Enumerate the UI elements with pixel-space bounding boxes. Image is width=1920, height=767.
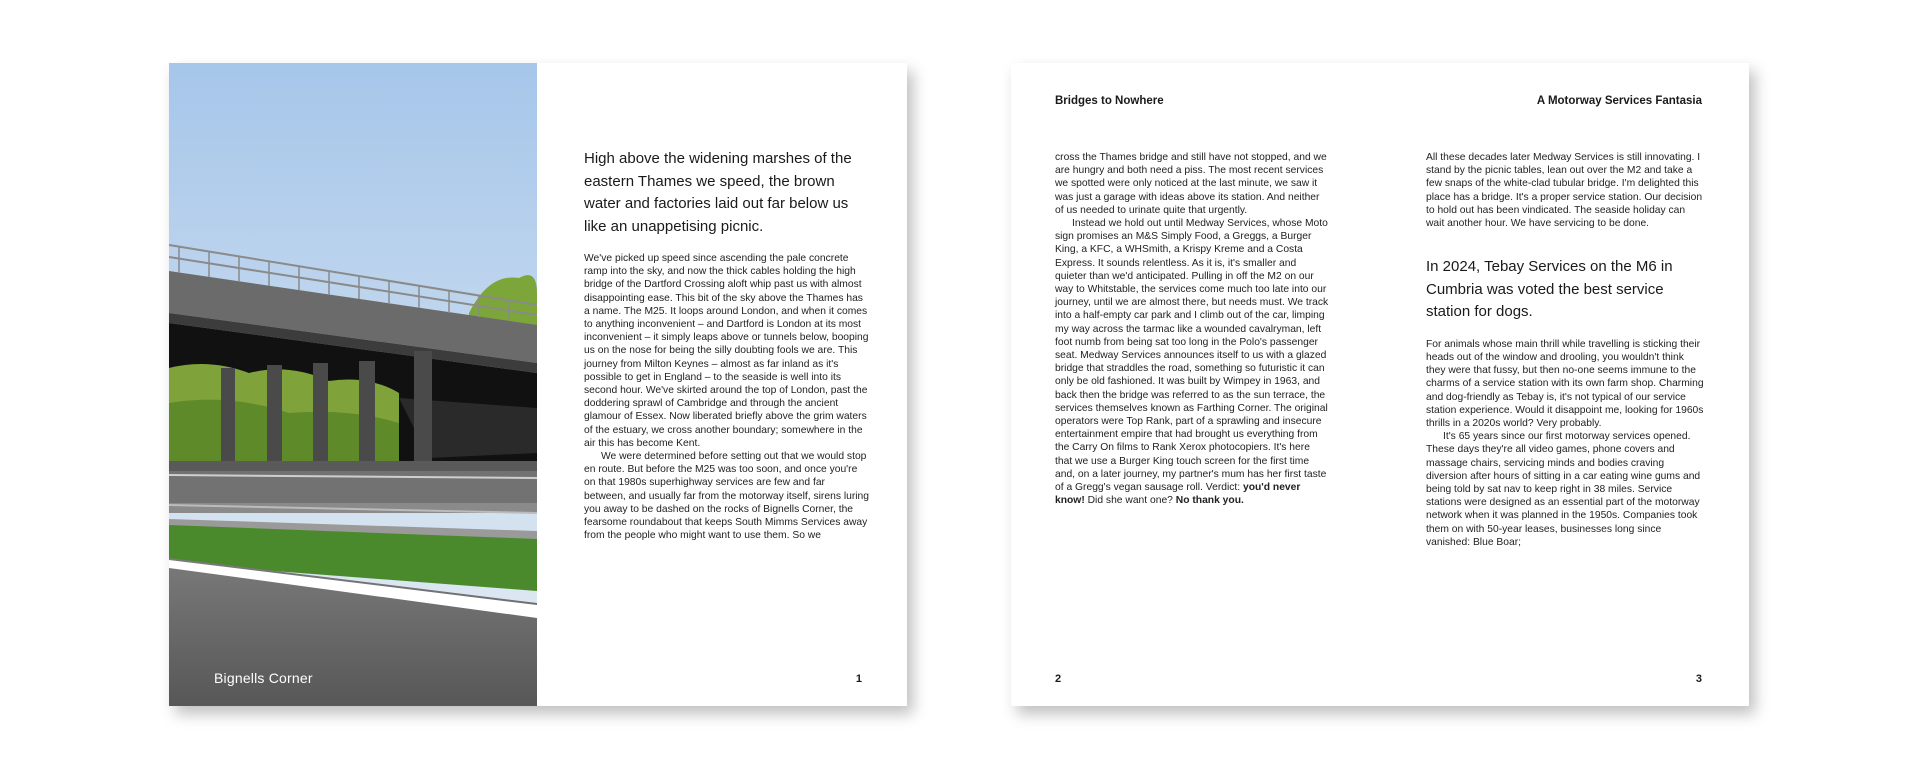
right-spread: [1011, 63, 1749, 706]
running-head-left: Bridges to Nowhere: [1055, 95, 1164, 107]
left-page-text: [584, 148, 869, 542]
left-page-heading: High above the widening marshes of the eastern Thames we speed, the brown water and factories laid out far below us like an unappetising picnic.: [584, 150, 852, 235]
paragraph: Instead we hold out until Medway Services, whose Moto sign promises an M&S Simply Food, a Greggs, a Burger King, a KFC, a WHSmith, a Krispy Kreme and a Costa Express. It sounds relentless. As it is, it's smaller and quieter than we'd anticipated. Pulling in off the M2 on our way to Whitstable, the services come much too late into our journey, until we are almost there, but needs must. We track into a half-empty car park and I climb out of the car, limping my way across the tarmac like a wounded cavalryman, left foot numb from being sat too long in the Polo's passenger seat. Medway Services announces itself to us with a glazed bridge that straddles the road, something so futuristic it can only be old fashioned. It was built by Wimpey in 1963, and back then the bridge was referred to as the sun terrace, the services themselves known as Farthing Corner. The original operators were Top Rank, part of a sprawling and insecure entertainment empire that had brought us everything from the Carry On films to Rank Xerox photocopiers. It's here that we use a Burger King touch screen for the first time and, on a later journey, my partner's mum has her first taste of a Gregg's vegan sausage roll. Verdict: you'd never know! Did she want one? No thank you.: [1055, 218, 1329, 507]
column-right: [1426, 151, 1704, 549]
illustration-caption: Bignells Corner: [214, 670, 313, 686]
page-number-right: 3: [1695, 673, 1702, 685]
paragraph: cross the Thames bridge and still have not stopped, and we are hungry and both need a piss. The most recent services we spotted were only noticed at the last minute, we saw it was just a garage with ideas above its station. And neither of us needed to urinate quite that urgently.: [1055, 152, 1327, 216]
page-number: 1: [855, 673, 862, 685]
left-page: [169, 63, 907, 706]
motorway-bridge-illustration: [169, 63, 537, 706]
running-head-right: A Motorway Services Fantasia: [1536, 95, 1702, 107]
bold-answer: No thank you.: [1175, 495, 1244, 507]
page-number-left: 2: [1055, 673, 1062, 685]
paragraph: It's 65 years since our first motorway services opened. These days they're all video games, phone covers and massage chairs, servicing minds and bodies craving diversion after hours of sitting in a car eating wine gums and being told by sat nav to keep right in 38 miles. Service stations were designed as an essential part of the motorway network when it was planned in the 1950s. Companies took them on with 50-year leases, businesses long since vanished: Blue Boar;: [1426, 431, 1701, 548]
paragraph: We've picked up speed since ascending the pale concrete ramp into the sky, and now the thick cables holding the high bridge of the Dartford Crossing aloft whip past us with almost disappointing ease. This bit of the sky above the Thames has a name. The M25. It loops around London, and when it comes to anything inconvenient – and Dartford is London at its most inconvenient – it simply leaps above or tunnels below, booping us on the nose for being the silly doubting fools we are. This journey from Milton Keynes – almost as far inland as it's possible to get in England – to the seaside is well into its second hour. We've skirted around the top of London, past the doddering sprawl of Cambridge and through the ancient glamour of Essex. Now liberated briefly above the grim waters of the estuary, we cross another boundary; somewhere in the air this has become Kent.: [584, 253, 869, 449]
column-heading: In 2024, Tebay Services on the M6 in Cumbria was voted the best service station for dogs.: [1426, 258, 1673, 321]
column-left: [1055, 151, 1329, 507]
paragraph: All these decades later Medway Services is still innovating. I stand by the picnic tables, lean out over the M2 and take a few snaps of the white-clad tubular bridge. I'm delighted this place has a bridge. It's a proper service station. Our decision to hold out has been vindicated. The seaside holiday can wait another hour. We have servicing to be done.: [1426, 152, 1703, 230]
bold-verdict: you'd never know!: [1055, 482, 1301, 507]
paragraph: For animals whose main thrill while travelling is sticking their heads out of the window and drooling, you wouldn't think they were that fussy, but then no-one seems immune to the charms of a service station with its own farm shop. Charming and dog-friendly as Tebay is, it's not typical of our service station experience. Would it disappoint me, looking for 1960s thrills in a 2020s world? Very probably.: [1426, 338, 1704, 429]
paragraph: We were determined before setting out that we would stop en route. But before the M25 was too soon, and once you're on that 1980s superhighway services are few and far between, and usually far from the motorway itself, sirens luring you away to be dashed on the rocks of Bignells Corner, the fearsome roundabout that keeps South Mimms Services away from the people who might want to use them. So we: [584, 451, 870, 542]
